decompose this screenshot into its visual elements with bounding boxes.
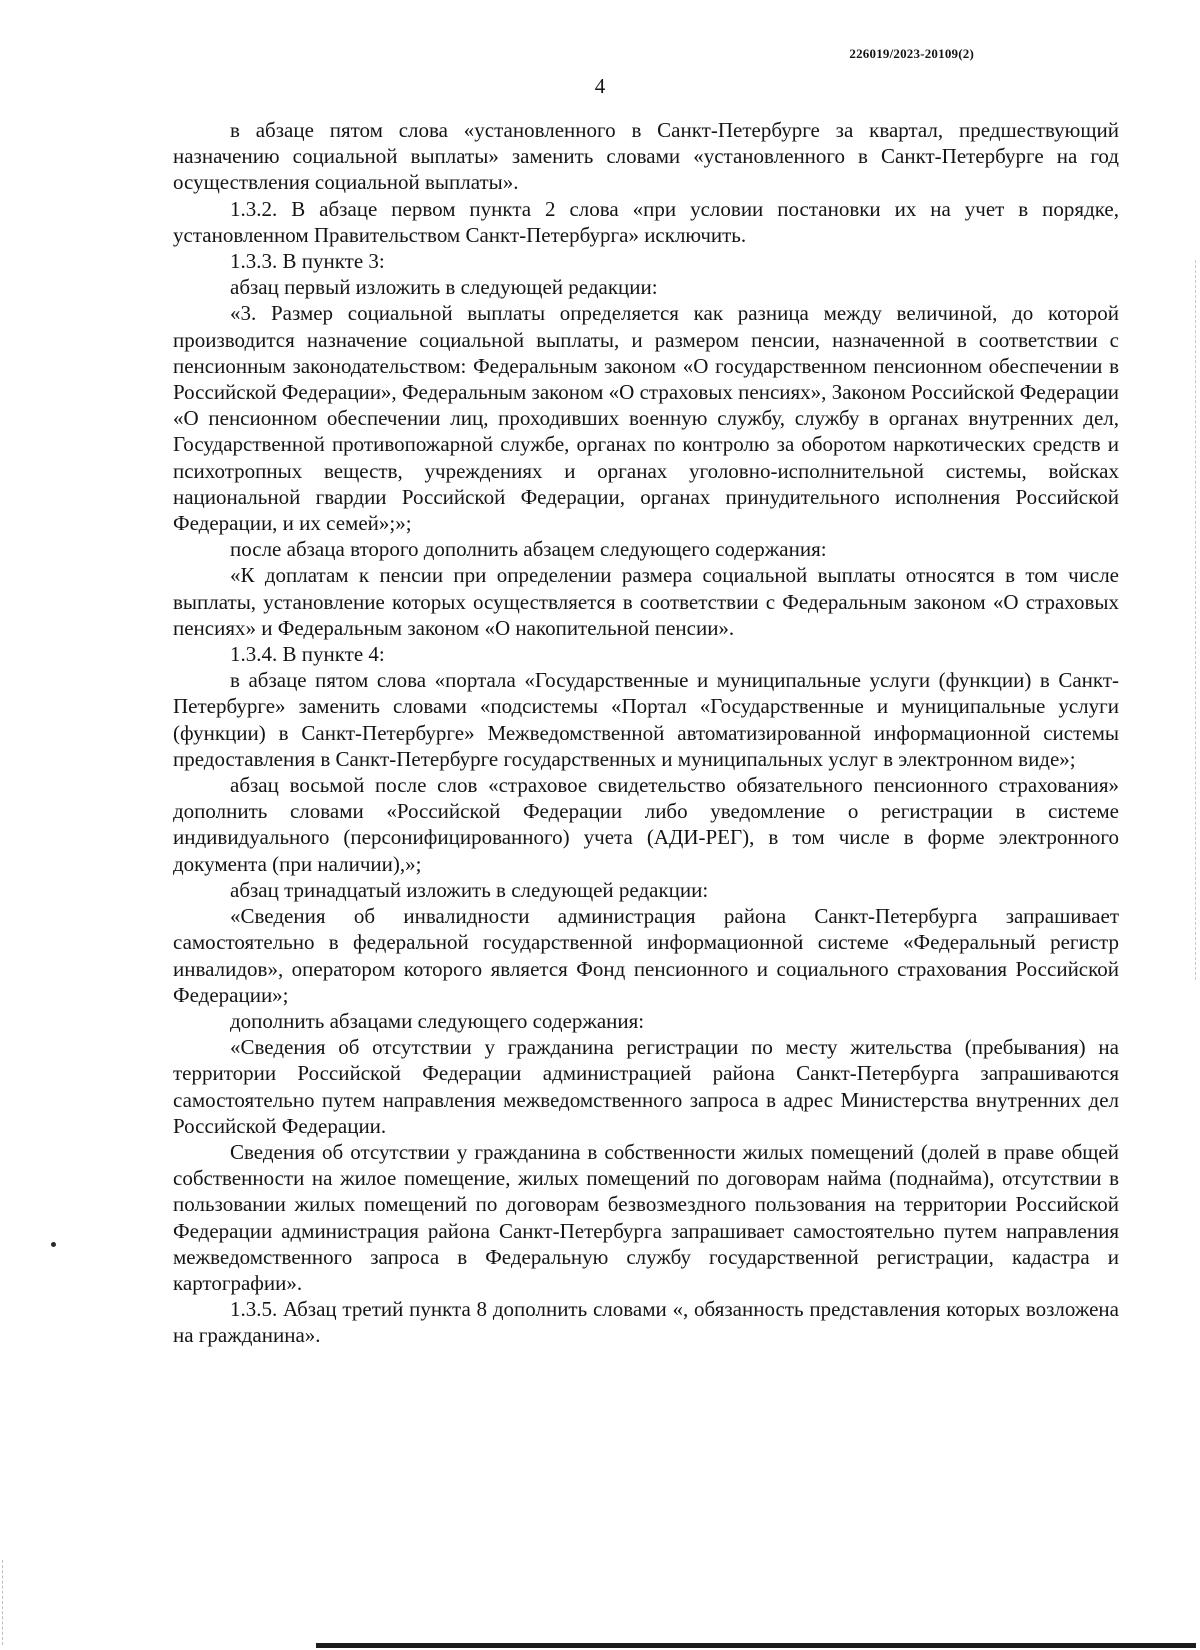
paragraph: «К доплатам к пенсии при определении размера социальной выплаты относятся в том числе выплаты, установление которых осуществляется в соответствии с Федеральным законом «О страховых пенсиях» и Федеральным законом «О накопительной пенсии».	[173, 563, 1119, 640]
paragraph: в абзаце пятом слова «установленного в Санкт-Петербурге за квартал, предшествующий назначению социальной выплаты» заменить словами «установленного в Санкт-Петербурге на год осуществления социальной выплаты».	[173, 118, 1119, 195]
paragraph: «3. Размер социальной выплаты определяется как разница между величиной, до которой производится назначение социальной выплаты, и размером пенсии, назначенной в соответствии с пенсионным законодательством: Федеральным законом «О государственном пенсионном обеспечении в Российской Федерации», Федеральным законом «О страховых пенсиях», Законом Российской Федерации «О пенсионном обеспечении лиц, проходивших военную службу, службу в органах внутренних дел, Государственной противопожарной службе, органах по контролю за оборотом наркотических средств и психотропных веществ, учреждениях и органах уголовно-исполнительной системы, войсках национальной гвардии Российской Федерации, органах принудительного исполнения Российской Федерации, и их семей»;»;	[173, 301, 1119, 536]
paragraph: абзац восьмой после слов «страховое свидетельство обязательного пенсионного страхования» дополнить словами «Российской Федерации либо уведомление о регистрации в системе индивидуального (персонифицированного) учета (АДИ-РЕГ), в том числе в форме электронного документа (при наличии),»;	[173, 773, 1119, 876]
document-body	[173, 117, 1119, 1349]
paragraph: 1.3.4. В пункте 4:	[230, 642, 385, 667]
document-number: 226019/2023-20109(2)	[849, 46, 974, 61]
scan-dot-mark	[51, 1242, 56, 1247]
paragraph: 1.3.2. В абзаце первом пункта 2 слова «при условии постановки их на учет в порядке, установленном Правительством Санкт-Петербурга» исключить.	[173, 196, 1119, 247]
paragraph: «Сведения об отсутствии у гражданина регистрации по месту жительства (пребывания) на территории Российской Федерации администрацией района Санкт-Петербурга запрашиваются самостоятельно путем направления межведомственного запроса в адрес Министерства внутренних дел Российской Федерации.	[173, 1035, 1119, 1138]
paragraph: после абзаца второго дополнить абзацем следующего содержания:	[230, 537, 827, 562]
paragraph: «Сведения об инвалидности администрация района Санкт-Петербурга запрашивает самостоятельно в федеральной государственной информационной системе «Федеральный регистр инвалидов», оператором которого является Фонд пенсионного и социального страхования Российской Федерации»;	[173, 904, 1119, 1007]
scan-edge-mark	[1195, 260, 1197, 980]
paragraph: 1.3.5. Абзац третий пункта 8 дополнить словами «, обязанность представления которых возложена на гражданина».	[173, 1297, 1119, 1348]
paragraph: абзац первый изложить в следующей редакции:	[230, 275, 658, 300]
paragraph: 1.3.3. В пункте 3:	[230, 249, 385, 274]
paragraph: абзац тринадцатый изложить в следующей редакции:	[230, 877, 709, 902]
paragraph: дополнить абзацами следующего содержания:	[230, 1008, 645, 1033]
paragraph: в абзаце пятом слова «портала «Государственные и муниципальные услуги (функции) в Санкт-Петербурге» заменить словами «подсистемы «Портал «Государственные и муниципальные услуги (функции) в Санкт-Петербурге» Межведомственной автоматизированной информационной системы предоставления в Санкт-Петербурге государственных и муниципальных услуг в электронном виде»;	[173, 668, 1119, 771]
page-number: 4	[594, 74, 606, 98]
scan-edge-mark-left	[2, 1560, 4, 1645]
scan-bottom-border	[316, 1643, 1196, 1648]
paragraph: Сведения об отсутствии у гражданина в собственности жилых помещений (долей в праве общей собственности на жилое помещение, жилых помещений по договорам найма (поднайма), отсутствии в пользовании жилых помещений по договорам безвозмездного пользования на территории Российской Федерации администрация района Санкт-Петербурга запрашивает самостоятельно путем направления межведомственного запроса в Федеральную службу государственной регистрации, кадастра и картографии».	[173, 1139, 1119, 1295]
